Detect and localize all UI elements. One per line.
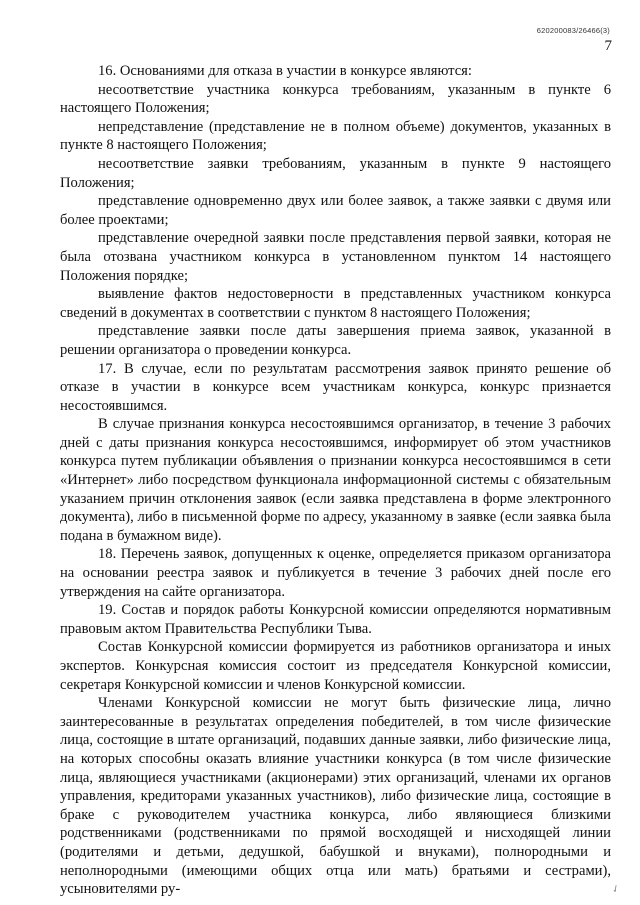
paragraph: непредставление (представление не в полном объеме) документов, указанных в пункте 8 настоящего Положения; (60, 118, 611, 154)
paragraph-17: 17. В случае, если по результатам рассмотрения заявок принято решение об отказе в участии в конкурсе всем участникам конкурса, конкурс признается несостоявшимся. (60, 360, 611, 414)
paragraph: В случае признания конкурса несостоявшимся организатор, в течение 3 рабочих дней с даты признания конкурса несостоявшимся, информирует об этом участников конкурса путем публикации объявления о признании конкурса несостоявшимся в сети «Интернет» либо посредством функционала информационной системы с обязательным указанием причин отклонения заявок (если заявка представлена в форме электронного документа), либо в письменной форме по адресу, указанному в заявке (если заявка была подана в бумажном виде). (60, 416, 611, 544)
paragraph: Состав Конкурсной комиссии формируется из работников организатора и иных экспертов. Конкурсная комиссия состоит из председателя Конкурсной комиссии, секретаря Конкурсной комиссии и членов Конкурсной комиссии. (60, 639, 611, 693)
document-id: 620200083/26466(3) (536, 26, 610, 35)
paragraph: представление заявки после даты завершения приема заявок, указанной в решении организатора о проведении конкурса. (60, 323, 611, 358)
paragraph: несоответствие заявки требованиям, указанным в пункте 9 настоящего Положения; (60, 155, 611, 191)
paragraph: представление одновременно двух или более заявок, а также заявки с двумя или более проектами; (60, 193, 611, 228)
paragraph: Членами Конкурсной комиссии не могут быть физические лица, лично заинтересованные в результатах определения победителей, в том числе физические лица, состоящие в штате организаций, подавших данные заявки, либо физические лица, на которых способны оказать влияние участники конкурса (в том числе физические лица, являющиеся участниками (акционерами) этих организаций, членами их органов управления, кредиторами указанных участников), либо физические лица, состоящие в браке с руководителем участника конкурса, либо являющиеся близкими родственниками (родственниками по прямой восходящей и нисходящей линии (родителями и детьми, дедушкой, бабушкой и внуками), полнородными и неполнородными (имеющими общих отца или мать) братьями и сестрами), усыновителями ру- (60, 695, 611, 898)
paragraph-16: 16. Основаниями для отказа в участии в конкурсе являются: (98, 63, 472, 79)
corner-check-mark: ✓ (609, 882, 623, 897)
paragraph-18: 18. Перечень заявок, допущенных к оценке, определяется приказом организатора на основании реестра заявок и публикуется в течение 3 рабочих дней после его утверждения на сайте организатора. (60, 546, 611, 600)
paragraph: несоответствие участника конкурса требованиям, указанным в пункте 6 настоящего Положения; (60, 81, 611, 117)
document-body (60, 62, 611, 899)
page-number: 7 (604, 38, 612, 54)
paragraph: выявление фактов недостоверности в представленных участником конкурса сведений в документах в соответствии с пунктом 8 настоящего Положения; (60, 286, 611, 321)
paragraph-19: 19. Состав и порядок работы Конкурсной комиссии определяются нормативным правовым актом Правительства Республики Тыва. (60, 602, 611, 637)
paragraph: представление очередной заявки после представления первой заявки, которая не была отозвана участником конкурса в установленном пунктом 14 настоящего Положения порядке; (60, 230, 611, 284)
